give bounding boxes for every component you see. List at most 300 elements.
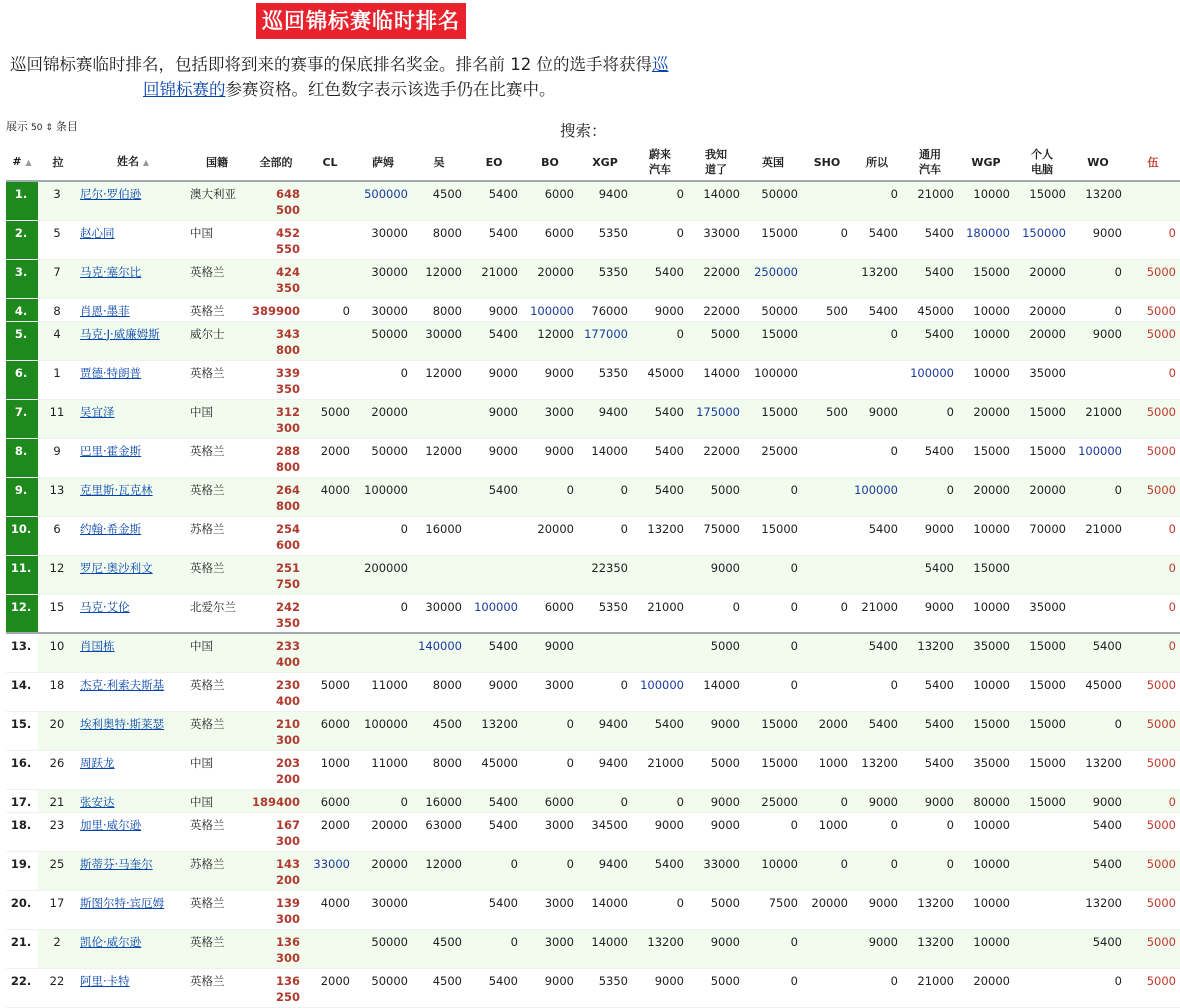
table-row bbox=[6, 812, 1180, 851]
table-row bbox=[6, 360, 1180, 399]
prize-cell: 5400 bbox=[632, 259, 688, 298]
prize-cell: 5400 bbox=[902, 259, 958, 298]
prize-cell: 5350 bbox=[578, 968, 632, 1007]
player-link[interactable]: 加里·威尔逊 bbox=[80, 817, 142, 832]
player-link[interactable]: 克里斯·瓦克林 bbox=[80, 482, 153, 497]
prize-cell: 15000 bbox=[1014, 438, 1070, 477]
prize-cell: 5000 bbox=[688, 750, 744, 789]
prize-cell: 6000 bbox=[522, 789, 578, 812]
prize-cell bbox=[802, 555, 852, 594]
table-row bbox=[6, 516, 1180, 555]
nationality-cell: 英格兰 bbox=[188, 555, 246, 594]
prev-rank-cell: 13 bbox=[38, 477, 78, 516]
total-cell: 251 750 bbox=[246, 555, 306, 594]
nationality-cell: 中国 bbox=[188, 633, 246, 672]
column-header[interactable]: 所以 bbox=[852, 144, 902, 181]
prize-cell: 0 bbox=[1070, 259, 1126, 298]
player-link[interactable]: 杰克·利索夫斯基 bbox=[80, 677, 165, 692]
player-name-cell bbox=[78, 851, 188, 890]
prize-cell: 100000 bbox=[902, 360, 958, 399]
column-header[interactable]: XGP bbox=[578, 144, 632, 181]
prize-cell bbox=[802, 259, 852, 298]
prize-cell bbox=[412, 555, 466, 594]
prize-cell: 10000 bbox=[958, 672, 1014, 711]
rank-cell: 7. bbox=[6, 399, 38, 438]
prev-rank-cell: 12 bbox=[38, 555, 78, 594]
rank-cell: 13. bbox=[6, 633, 38, 672]
prize-cell: 5400 bbox=[1070, 851, 1126, 890]
prize-cell: 21000 bbox=[1070, 516, 1126, 555]
prize-cell: 0 bbox=[852, 438, 902, 477]
prize-cell: 100000 bbox=[852, 477, 902, 516]
player-link[interactable]: 贾德·特朗普 bbox=[80, 365, 142, 380]
select-updown-icon: ⇕ bbox=[45, 123, 53, 133]
prize-cell: 0 bbox=[744, 594, 802, 633]
prize-cell: 1000 bbox=[306, 750, 354, 789]
prize-cell bbox=[802, 968, 852, 1007]
prize-cell: 2000 bbox=[306, 438, 354, 477]
rank-cell: 18. bbox=[6, 812, 38, 851]
prize-cell: 177000 bbox=[578, 321, 632, 360]
player-link[interactable]: 马克·J·威廉姆斯 bbox=[80, 326, 160, 341]
prize-cell: 4000 bbox=[306, 477, 354, 516]
nationality-cell: 英格兰 bbox=[188, 711, 246, 750]
prize-cell: 9000 bbox=[522, 438, 578, 477]
prize-cell: 13200 bbox=[902, 633, 958, 672]
prize-cell bbox=[632, 555, 688, 594]
prize-cell: 15000 bbox=[958, 555, 1014, 594]
prize-cell: 9000 bbox=[632, 968, 688, 1007]
total-cell: 452 550 bbox=[246, 220, 306, 259]
prize-cell: 0 bbox=[1126, 633, 1180, 672]
rank-cell: 3. bbox=[6, 259, 38, 298]
player-link[interactable]: 赵心同 bbox=[80, 225, 115, 240]
prize-cell: 30000 bbox=[354, 890, 412, 929]
nationality-cell: 英格兰 bbox=[188, 812, 246, 851]
prize-cell: 0 bbox=[354, 360, 412, 399]
prize-cell: 0 bbox=[466, 929, 522, 968]
prize-cell bbox=[1070, 360, 1126, 399]
prize-cell bbox=[412, 890, 466, 929]
prev-rank-cell: 2 bbox=[38, 929, 78, 968]
prize-cell: 0 bbox=[902, 812, 958, 851]
column-header[interactable]: 个人 电脑 bbox=[1014, 144, 1070, 181]
prize-cell: 9000 bbox=[522, 968, 578, 1007]
player-link[interactable]: 巴里·霍金斯 bbox=[80, 443, 142, 458]
table-row bbox=[6, 750, 1180, 789]
prize-cell: 9000 bbox=[688, 929, 744, 968]
prize-cell: 6000 bbox=[306, 789, 354, 812]
prize-cell: 12000 bbox=[412, 438, 466, 477]
player-link[interactable]: 马克·塞尔比 bbox=[80, 264, 142, 279]
prize-cell: 34500 bbox=[578, 812, 632, 851]
prize-cell: 0 bbox=[522, 851, 578, 890]
total-cell: 424 350 bbox=[246, 259, 306, 298]
prize-cell: 13200 bbox=[902, 890, 958, 929]
prize-cell: 76000 bbox=[578, 298, 632, 321]
prize-cell: 0 bbox=[802, 789, 852, 812]
prev-rank-cell: 7 bbox=[38, 259, 78, 298]
table-row bbox=[6, 399, 1180, 438]
prize-cell: 0 bbox=[522, 477, 578, 516]
prize-cell: 9000 bbox=[632, 298, 688, 321]
prize-cell: 9400 bbox=[578, 750, 632, 789]
prize-cell bbox=[306, 555, 354, 594]
player-link[interactable]: 斯图尔特·宾厄姆 bbox=[80, 895, 165, 910]
prize-cell bbox=[1014, 890, 1070, 929]
column-header[interactable]: 英国 bbox=[744, 144, 802, 181]
rank-cell: 19. bbox=[6, 851, 38, 890]
prize-cell bbox=[306, 633, 354, 672]
prize-cell: 50000 bbox=[354, 929, 412, 968]
player-link[interactable]: 斯蒂芬·马奎尔 bbox=[80, 856, 153, 871]
prize-cell: 5400 bbox=[466, 321, 522, 360]
prize-cell: 0 bbox=[852, 672, 902, 711]
prize-cell bbox=[306, 321, 354, 360]
prize-cell bbox=[412, 399, 466, 438]
prize-cell: 9000 bbox=[902, 789, 958, 812]
nationality-cell: 苏格兰 bbox=[188, 851, 246, 890]
prize-cell: 13200 bbox=[632, 516, 688, 555]
prize-cell: 5400 bbox=[902, 672, 958, 711]
prize-cell: 30000 bbox=[354, 220, 412, 259]
tour-championship-link-part1[interactable]: 巡 bbox=[652, 55, 669, 74]
prize-cell: 21000 bbox=[1070, 399, 1126, 438]
prize-cell: 14000 bbox=[688, 360, 744, 399]
prize-cell: 10000 bbox=[958, 594, 1014, 633]
table-row bbox=[6, 220, 1180, 259]
prize-cell: 9000 bbox=[466, 360, 522, 399]
prize-cell: 13200 bbox=[852, 259, 902, 298]
prize-cell: 21000 bbox=[902, 968, 958, 1007]
prize-cell: 5400 bbox=[852, 633, 902, 672]
prize-cell: 2000 bbox=[306, 812, 354, 851]
prize-cell: 500 bbox=[802, 399, 852, 438]
prize-cell: 5000 bbox=[306, 399, 354, 438]
prize-cell: 5000 bbox=[1126, 259, 1180, 298]
prize-cell: 500 bbox=[802, 298, 852, 321]
prize-cell bbox=[306, 929, 354, 968]
prize-cell: 15000 bbox=[958, 711, 1014, 750]
table-row bbox=[6, 181, 1180, 220]
prize-cell: 9000 bbox=[852, 399, 902, 438]
table-row bbox=[6, 438, 1180, 477]
prize-cell bbox=[466, 555, 522, 594]
prev-rank-cell: 25 bbox=[38, 851, 78, 890]
prize-cell: 33000 bbox=[688, 220, 744, 259]
prize-cell: 0 bbox=[852, 321, 902, 360]
total-cell: 389900 bbox=[246, 298, 306, 321]
prize-cell: 30000 bbox=[412, 321, 466, 360]
tour-championship-link-part2[interactable]: 回锦标赛的 bbox=[143, 80, 226, 99]
prize-cell: 5000 bbox=[1126, 968, 1180, 1007]
prize-cell: 3000 bbox=[522, 890, 578, 929]
prize-cell: 20000 bbox=[522, 259, 578, 298]
nationality-cell: 英格兰 bbox=[188, 360, 246, 399]
rank-cell: 17. bbox=[6, 789, 38, 812]
prize-cell bbox=[522, 555, 578, 594]
prize-cell: 5000 bbox=[688, 477, 744, 516]
prize-cell: 35000 bbox=[958, 750, 1014, 789]
player-link[interactable]: 约翰·希金斯 bbox=[80, 521, 142, 536]
total-cell: 136 300 bbox=[246, 929, 306, 968]
prize-cell: 0 bbox=[852, 851, 902, 890]
search-label: 搜索： bbox=[560, 122, 607, 140]
prize-cell: 15000 bbox=[744, 750, 802, 789]
prize-cell: 2000 bbox=[306, 968, 354, 1007]
prize-cell: 13200 bbox=[632, 929, 688, 968]
prize-cell: 30000 bbox=[412, 594, 466, 633]
column-header[interactable]: 蔚来 汽车 bbox=[632, 144, 688, 181]
prize-cell: 45000 bbox=[902, 298, 958, 321]
prev-rank-cell: 4 bbox=[38, 321, 78, 360]
prize-cell bbox=[852, 360, 902, 399]
prize-cell: 1000 bbox=[802, 750, 852, 789]
prize-cell: 4000 bbox=[306, 890, 354, 929]
player-link[interactable]: 张安达 bbox=[80, 794, 115, 809]
prize-cell: 9000 bbox=[466, 438, 522, 477]
prize-cell: 9000 bbox=[466, 298, 522, 321]
column-header[interactable]: 拉 bbox=[38, 144, 78, 181]
prize-cell: 20000 bbox=[958, 968, 1014, 1007]
column-header[interactable]: SHO bbox=[802, 144, 852, 181]
player-link[interactable]: 尼尔·罗伯逊 bbox=[80, 187, 142, 201]
prize-cell: 22000 bbox=[688, 438, 744, 477]
page-length-select[interactable]: 50 ⇕ bbox=[31, 123, 53, 133]
column-header[interactable]: 伍 bbox=[1126, 144, 1180, 181]
prize-cell: 180000 bbox=[958, 220, 1014, 259]
prize-cell: 9400 bbox=[578, 181, 632, 220]
prize-cell bbox=[632, 633, 688, 672]
prev-rank-cell: 22 bbox=[38, 968, 78, 1007]
sort-icon: ▲ bbox=[25, 158, 32, 167]
total-cell: 233 400 bbox=[246, 633, 306, 672]
column-header[interactable]: # ▲ bbox=[6, 144, 38, 181]
prize-cell: 100000 bbox=[522, 298, 578, 321]
prize-cell bbox=[802, 672, 852, 711]
prev-rank-cell: 1 bbox=[38, 360, 78, 399]
prize-cell: 22350 bbox=[578, 555, 632, 594]
prize-cell: 13200 bbox=[1070, 750, 1126, 789]
prize-cell: 9400 bbox=[578, 711, 632, 750]
prize-cell: 100000 bbox=[354, 477, 412, 516]
player-name-cell bbox=[78, 438, 188, 477]
rank-cell: 8. bbox=[6, 438, 38, 477]
prize-cell: 50000 bbox=[354, 321, 412, 360]
prize-cell: 20000 bbox=[354, 851, 412, 890]
total-cell: 648 500 bbox=[246, 181, 306, 220]
prize-cell: 100000 bbox=[1070, 438, 1126, 477]
prize-cell: 20000 bbox=[1014, 259, 1070, 298]
player-link[interactable]: 阿里·卡特 bbox=[80, 973, 130, 988]
player-link[interactable]: 罗尼·奥沙利文 bbox=[80, 560, 153, 575]
prize-cell: 22000 bbox=[688, 259, 744, 298]
prize-cell: 8000 bbox=[412, 750, 466, 789]
prev-rank-cell: 15 bbox=[38, 594, 78, 633]
prize-cell bbox=[306, 220, 354, 259]
table-row bbox=[6, 259, 1180, 298]
player-link[interactable]: 肖国栋 bbox=[80, 639, 115, 653]
table-row bbox=[6, 321, 1180, 360]
rank-cell: 22. bbox=[6, 968, 38, 1007]
prize-cell: 10000 bbox=[958, 929, 1014, 968]
player-link[interactable]: 肖恩·墨菲 bbox=[80, 303, 130, 318]
prize-cell bbox=[802, 929, 852, 968]
prize-cell: 5400 bbox=[902, 321, 958, 360]
column-header[interactable]: 我知 道了 bbox=[688, 144, 744, 181]
column-header[interactable]: 姓名 ▲ bbox=[78, 144, 188, 181]
prize-cell: 33000 bbox=[688, 851, 744, 890]
nationality-cell: 英格兰 bbox=[188, 968, 246, 1007]
prize-cell: 0 bbox=[902, 477, 958, 516]
column-header[interactable]: BO bbox=[522, 144, 578, 181]
prize-cell: 500000 bbox=[354, 181, 412, 220]
column-header[interactable]: 通用 汽车 bbox=[902, 144, 958, 181]
table-row bbox=[6, 477, 1180, 516]
nationality-cell: 英格兰 bbox=[188, 890, 246, 929]
prize-cell bbox=[802, 516, 852, 555]
prize-cell bbox=[802, 360, 852, 399]
prize-cell: 5400 bbox=[632, 711, 688, 750]
prize-cell: 22000 bbox=[688, 298, 744, 321]
prize-cell: 6000 bbox=[522, 594, 578, 633]
table-row bbox=[6, 555, 1180, 594]
player-link[interactable]: 凯伦·威尔逊 bbox=[80, 934, 142, 949]
column-header[interactable]: CL bbox=[306, 144, 354, 181]
prize-cell: 25000 bbox=[744, 789, 802, 812]
prize-cell: 9000 bbox=[688, 789, 744, 812]
prize-cell: 5400 bbox=[852, 711, 902, 750]
prize-cell: 0 bbox=[1126, 220, 1180, 259]
prize-cell bbox=[802, 438, 852, 477]
player-link[interactable]: 吴宜泽 bbox=[80, 404, 115, 419]
prize-cell: 5400 bbox=[902, 220, 958, 259]
prize-cell: 25000 bbox=[744, 438, 802, 477]
prize-cell: 9400 bbox=[578, 399, 632, 438]
prize-cell: 45000 bbox=[1070, 672, 1126, 711]
prize-cell: 0 bbox=[852, 968, 902, 1007]
player-name-cell bbox=[78, 750, 188, 789]
table-row bbox=[6, 298, 1180, 321]
prize-cell: 5400 bbox=[466, 633, 522, 672]
prize-cell bbox=[412, 477, 466, 516]
prize-cell: 5400 bbox=[466, 789, 522, 812]
total-cell: 230 400 bbox=[246, 672, 306, 711]
player-name-cell bbox=[78, 672, 188, 711]
prize-cell bbox=[354, 633, 412, 672]
prize-cell: 0 bbox=[744, 968, 802, 1007]
column-header[interactable]: WGP bbox=[958, 144, 1014, 181]
prize-cell: 0 bbox=[1126, 555, 1180, 594]
player-link[interactable]: 马克·艾伦 bbox=[80, 599, 130, 614]
prize-cell: 0 bbox=[802, 594, 852, 633]
prize-cell: 15000 bbox=[1014, 633, 1070, 672]
prize-cell: 13200 bbox=[466, 711, 522, 750]
rank-cell: 4. bbox=[6, 298, 38, 321]
prize-cell: 12000 bbox=[412, 259, 466, 298]
total-cell: 343 800 bbox=[246, 321, 306, 360]
prize-cell: 10000 bbox=[958, 321, 1014, 360]
prize-cell: 4500 bbox=[412, 968, 466, 1007]
prize-cell bbox=[306, 594, 354, 633]
prize-cell bbox=[802, 477, 852, 516]
column-header[interactable]: WO bbox=[1070, 144, 1126, 181]
column-header[interactable]: EO bbox=[466, 144, 522, 181]
player-name-cell bbox=[78, 555, 188, 594]
player-link[interactable]: 埃利奥特·斯莱瑟 bbox=[80, 716, 165, 731]
prize-cell: 0 bbox=[632, 789, 688, 812]
total-cell: 189400 bbox=[246, 789, 306, 812]
prize-cell: 8000 bbox=[412, 298, 466, 321]
table-row bbox=[6, 789, 1180, 812]
prize-cell: 5000 bbox=[1126, 929, 1180, 968]
prize-cell: 15000 bbox=[744, 399, 802, 438]
prize-cell: 0 bbox=[1126, 789, 1180, 812]
player-name-cell bbox=[78, 594, 188, 633]
prev-rank-cell: 18 bbox=[38, 672, 78, 711]
prize-cell: 5400 bbox=[632, 851, 688, 890]
nationality-cell: 苏格兰 bbox=[188, 516, 246, 555]
prize-cell: 5400 bbox=[902, 555, 958, 594]
player-link[interactable]: 周跃龙 bbox=[80, 755, 115, 770]
prize-cell bbox=[306, 259, 354, 298]
prize-cell: 0 bbox=[578, 516, 632, 555]
prize-cell: 3000 bbox=[522, 399, 578, 438]
prize-cell: 0 bbox=[578, 672, 632, 711]
prize-cell: 10000 bbox=[958, 360, 1014, 399]
prize-cell: 10000 bbox=[958, 890, 1014, 929]
prize-cell: 0 bbox=[902, 399, 958, 438]
prev-rank-cell: 5 bbox=[38, 220, 78, 259]
prev-rank-cell: 20 bbox=[38, 711, 78, 750]
prize-cell bbox=[578, 633, 632, 672]
sort-icon: ▲ bbox=[142, 158, 149, 167]
prize-cell: 4500 bbox=[412, 711, 466, 750]
prize-cell: 14000 bbox=[688, 672, 744, 711]
rank-cell: 9. bbox=[6, 477, 38, 516]
prize-cell: 35000 bbox=[1014, 360, 1070, 399]
rank-cell: 20. bbox=[6, 890, 38, 929]
show-suffix: 条目 bbox=[55, 120, 78, 133]
prize-cell: 14000 bbox=[688, 181, 744, 220]
prize-cell: 5400 bbox=[466, 890, 522, 929]
rank-cell: 21. bbox=[6, 929, 38, 968]
column-header[interactable]: 萨姆 bbox=[354, 144, 412, 181]
prize-cell: 2000 bbox=[802, 711, 852, 750]
intro-text-1: 巡回锦标赛临时排名，包括即将到来的赛事的保底排名奖金。排名前 12 位的选手将获得 bbox=[10, 55, 652, 74]
column-header[interactable]: 全部的 bbox=[246, 144, 306, 181]
nationality-cell: 中国 bbox=[188, 220, 246, 259]
prize-cell: 1000 bbox=[802, 812, 852, 851]
column-header[interactable]: 吴 bbox=[412, 144, 466, 181]
prize-cell: 0 bbox=[744, 477, 802, 516]
prize-cell: 50000 bbox=[744, 298, 802, 321]
table-header-row bbox=[6, 144, 1180, 181]
prize-cell: 0 bbox=[466, 851, 522, 890]
player-name-cell bbox=[78, 633, 188, 672]
column-header[interactable]: 国籍 bbox=[188, 144, 246, 181]
prize-cell: 0 bbox=[852, 181, 902, 220]
prize-cell: 21000 bbox=[632, 594, 688, 633]
prize-cell: 0 bbox=[354, 789, 412, 812]
prize-cell: 5350 bbox=[578, 594, 632, 633]
prize-cell: 11000 bbox=[354, 750, 412, 789]
prize-cell bbox=[466, 516, 522, 555]
prize-cell: 15000 bbox=[1014, 711, 1070, 750]
prize-cell bbox=[1070, 594, 1126, 633]
rank-cell: 6. bbox=[6, 360, 38, 399]
prize-cell: 0 bbox=[744, 633, 802, 672]
